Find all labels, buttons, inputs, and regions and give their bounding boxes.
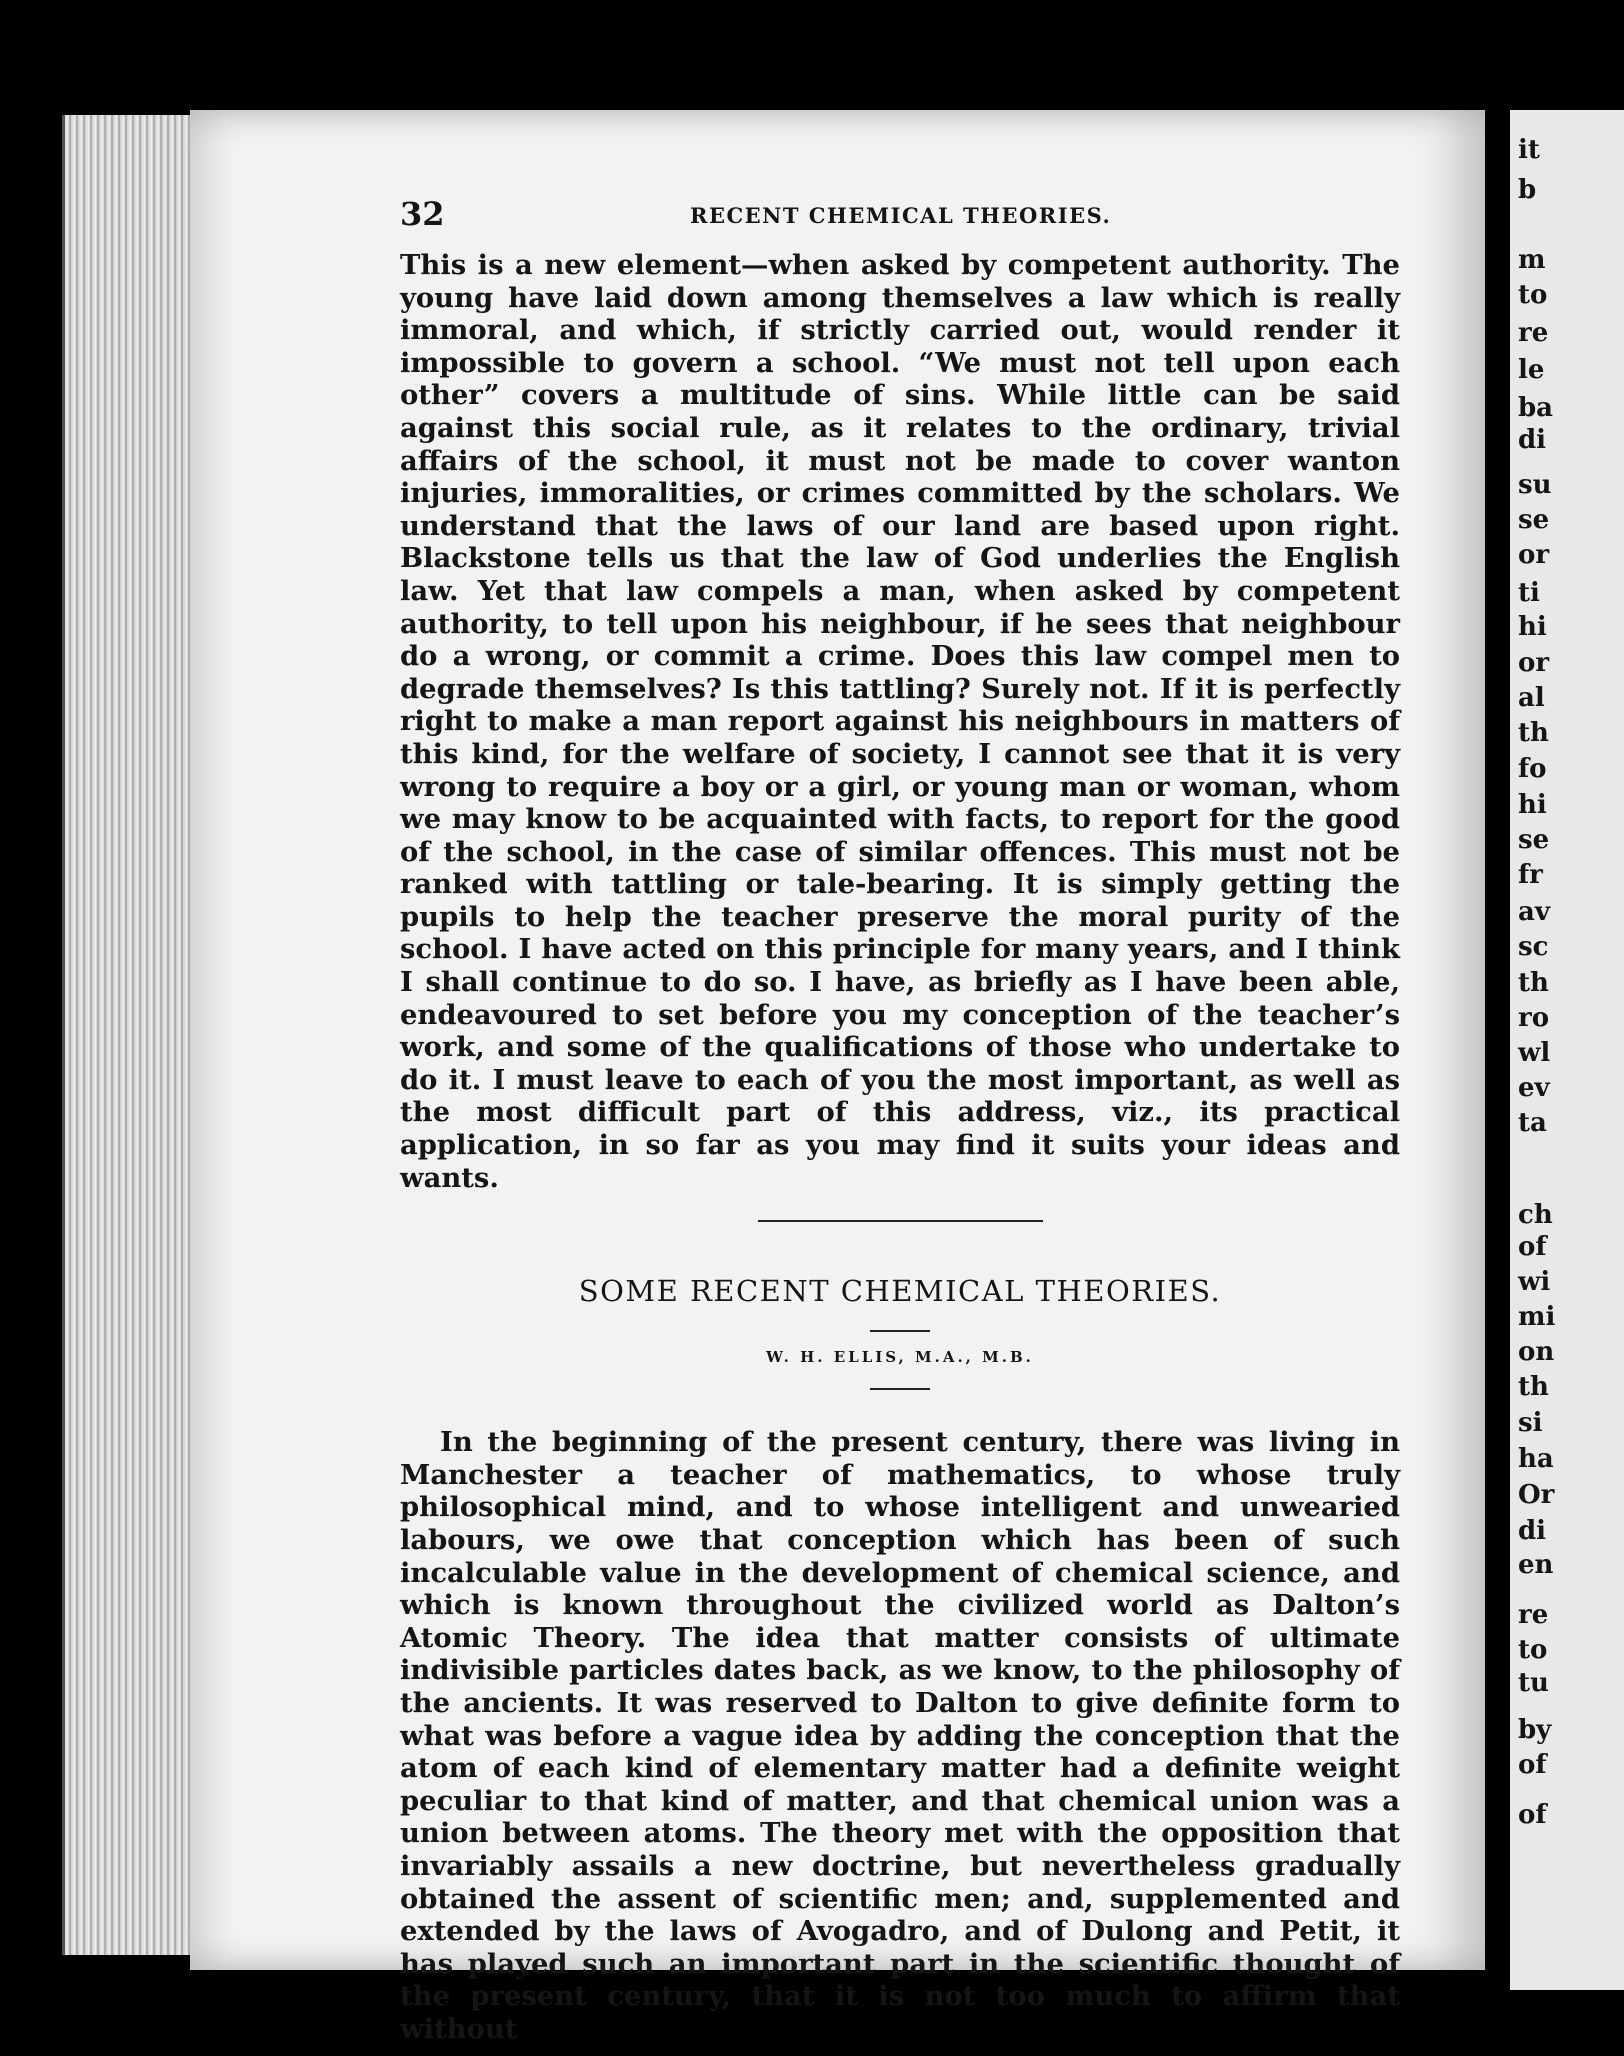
continued-paragraph: This is a new element—when asked by competent authority. The young have laid down among themselves a law which is really immoral, and which, if strictly carried out, would render it impossible to govern a school. “We must not tell upon each other” covers a multitude of sins. While little can be said against this social rule, as it relates to the ordinary, trivial affairs of the school, it must not be made to cover wanton injuries, immoralities, or crimes committed by the scholars. We understand that the laws of our land are based upon right. Blackstone tells us that the law of God underlies the English law. Yet that law compels a man, when asked by competent authority, to tell upon his neighbour, if he sees that neighbour do a wrong, or commit a crime. Does this law compel men to degrade themselves? Is this tattling? Surely not. If it is perfectly right to make a man report against his neighbours in matters of this kind, for the welfare of society, I cannot see that it is very wrong to require a boy or a girl, or young man or woman, whom we may know to be acquainted with facts, to report for the good of the school, in the case of similar offences. This must not be ranked with tattling or tale-bearing. It is simply getting the pupils to help the teacher preserve the moral purity of the school. I have acted on this principle for many years, and I think I shall continue to do so. I have, as briefly as I have been able, endeavoured to set before you my conception of the teacher’s work, and some of the qualifications of those who undertake to do it. I must leave to each of you the most important, as well as the most difficult part of this address, viz., its practical application, in so far as you may find it suits your ideas and wants.	[400, 249, 1400, 1194]
fragment-text: on	[1518, 1337, 1555, 1367]
fragment-text: se	[1518, 825, 1550, 855]
fragment-text: re	[1518, 318, 1549, 348]
fragment-text: or	[1518, 540, 1550, 570]
fragment-text: or	[1518, 648, 1550, 678]
fragment-text: th	[1518, 1372, 1549, 1402]
author-rule	[870, 1388, 930, 1390]
article-paragraph: In the beginning of the present century, there was living in Manchester a teacher of mathematics, to whose truly philosophical mind, and to whose intelligent and unwearied labours, we owe that conception which has been of such incalculable value in the development of chemical science, and which is known throughout the civilized world as Dalton’s Atomic Theory. The idea that matter consists of ultimate indivisible particles dates back, as we know, to the philosophy of the ancients. It was reserved to Dalton to give definite form to what was before a vague idea by adding the conception that the atom of each kind of elementary matter had a definite weight peculiar to that kind of matter, and that chemical union was a union between atoms. The theory met with the opposition that invariably assails a new doctrine, but nevertheless gradually obtained the assent of scientific men; and, supplemented and extended by the laws of Avogadro, and of Dulong and Petit, it has played such an important part in the scientific thought of the present century, that it is not too much to affirm that without	[400, 1426, 1400, 2045]
fragment-text: sc	[1518, 932, 1549, 962]
fragment-text: tu	[1518, 1668, 1549, 1698]
fragment-text: ti	[1518, 578, 1540, 608]
fragment-text: di	[1518, 1516, 1547, 1546]
fragment-text: it	[1518, 135, 1540, 165]
fragment-text: si	[1518, 1408, 1543, 1438]
page-content	[400, 195, 1400, 2046]
fragment-text: le	[1518, 355, 1545, 385]
adjacent-page-fragment	[1510, 110, 1624, 1990]
fragment-text: hi	[1518, 612, 1547, 642]
fragment-text: hi	[1518, 790, 1547, 820]
fragment-text: th	[1518, 718, 1549, 748]
fragment-text: ch	[1518, 1200, 1553, 1230]
fragment-text: al	[1518, 683, 1545, 713]
fragment-text: of	[1518, 1750, 1547, 1780]
fragment-text: wi	[1518, 1267, 1551, 1297]
page-number: 32	[400, 195, 445, 233]
book-page	[190, 110, 1485, 2045]
fragment-text: ba	[1518, 393, 1554, 423]
fragment-text: th	[1518, 968, 1549, 998]
article-author: W. H. ELLIS, M.A., M.B.	[766, 1348, 1034, 1367]
fragment-text: fr	[1518, 860, 1543, 890]
fragment-text: su	[1518, 470, 1552, 500]
fragment-text: of	[1518, 1800, 1547, 1830]
fragment-text: to	[1518, 1635, 1548, 1665]
fragment-text: b	[1518, 175, 1537, 205]
fragment-text: Or	[1518, 1480, 1555, 1510]
section-divider	[758, 1220, 1043, 1222]
fragment-text: to	[1518, 280, 1548, 310]
fragment-text: ta	[1518, 1108, 1547, 1138]
fragment-text: of	[1518, 1232, 1547, 1262]
fragment-text: wl	[1518, 1038, 1551, 1068]
fragment-text: mi	[1518, 1302, 1556, 1332]
fragment-text: av	[1518, 897, 1550, 927]
fragment-text: by	[1518, 1715, 1552, 1745]
fragment-text: fo	[1518, 754, 1547, 784]
title-rule	[870, 1330, 930, 1332]
running-head	[400, 195, 1400, 235]
fragment-text: di	[1518, 425, 1547, 455]
article-title: SOME RECENT CHEMICAL THEORIES.	[578, 1274, 1222, 1309]
fragment-text: ha	[1518, 1444, 1554, 1474]
fragment-text: ro	[1518, 1003, 1550, 1033]
running-title: RECENT CHEMICAL THEORIES.	[690, 203, 1112, 228]
fragment-text: m	[1518, 245, 1546, 275]
fragment-text: re	[1518, 1600, 1549, 1630]
fragment-text: ev	[1518, 1073, 1550, 1103]
fragment-text: se	[1518, 505, 1550, 535]
fragment-text: en	[1518, 1550, 1554, 1580]
